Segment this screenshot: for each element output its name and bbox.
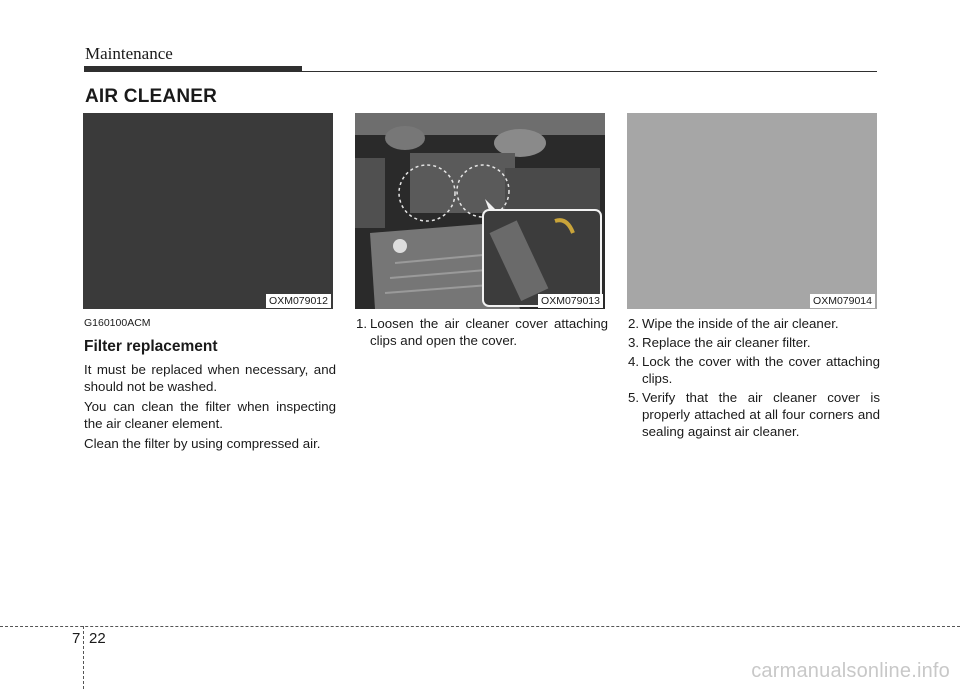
reference-code: G160100ACM	[84, 317, 151, 329]
figure-code: OXM079014	[810, 294, 875, 308]
engine-bay-illustration	[355, 113, 605, 309]
list-item	[628, 315, 880, 332]
header-bar	[84, 66, 302, 72]
page-header-title: Maintenance	[85, 44, 173, 63]
step-text: Verify that the air cleaner cover is properly attached at all four corners and sealing against air cleaner.	[642, 390, 880, 439]
steps-list	[628, 315, 880, 440]
list-item	[628, 334, 880, 351]
step-text: Loosen the air cleaner cover attaching clips and open the cover.	[370, 316, 608, 348]
page-number: 22	[89, 630, 106, 647]
header-rule	[300, 71, 877, 72]
list-item	[356, 315, 608, 349]
footer-divider	[0, 626, 960, 627]
step-number: 2.	[628, 316, 640, 331]
footer-vertical-divider	[83, 626, 84, 689]
step-number: 5.	[628, 390, 640, 405]
figure-1	[83, 113, 333, 309]
step-text: Wipe the inside of the air cleaner.	[642, 316, 839, 331]
subheading-filter-replacement: Filter replacement	[84, 338, 218, 355]
column-3	[628, 315, 880, 442]
chapter-number: 7	[72, 630, 81, 647]
paragraph: Clean the filter by using compressed air.	[84, 436, 321, 451]
watermark: carmanualsonline.info	[751, 660, 950, 682]
figure-code: OXM079012	[266, 294, 331, 308]
section-title: AIR CLEANER	[85, 86, 218, 107]
paragraph: It must be replaced when necessary, and should not be washed.	[84, 362, 336, 394]
figure-code: OXM079013	[538, 294, 603, 308]
column-1	[84, 315, 336, 455]
step-number: 3.	[628, 335, 640, 350]
steps-list	[356, 315, 608, 349]
figure-2-engine-bay	[355, 113, 605, 309]
paragraph: You can clean the filter when inspecting the air cleaner element.	[84, 399, 336, 431]
step-text: Lock the cover with the cover attaching clips.	[642, 354, 880, 386]
step-number: 4.	[628, 354, 640, 369]
figure-3	[627, 113, 877, 309]
list-item	[628, 389, 880, 440]
list-item	[628, 353, 880, 387]
step-number: 1.	[356, 316, 368, 331]
column-2	[356, 315, 608, 351]
step-text: Replace the air cleaner filter.	[642, 335, 811, 350]
